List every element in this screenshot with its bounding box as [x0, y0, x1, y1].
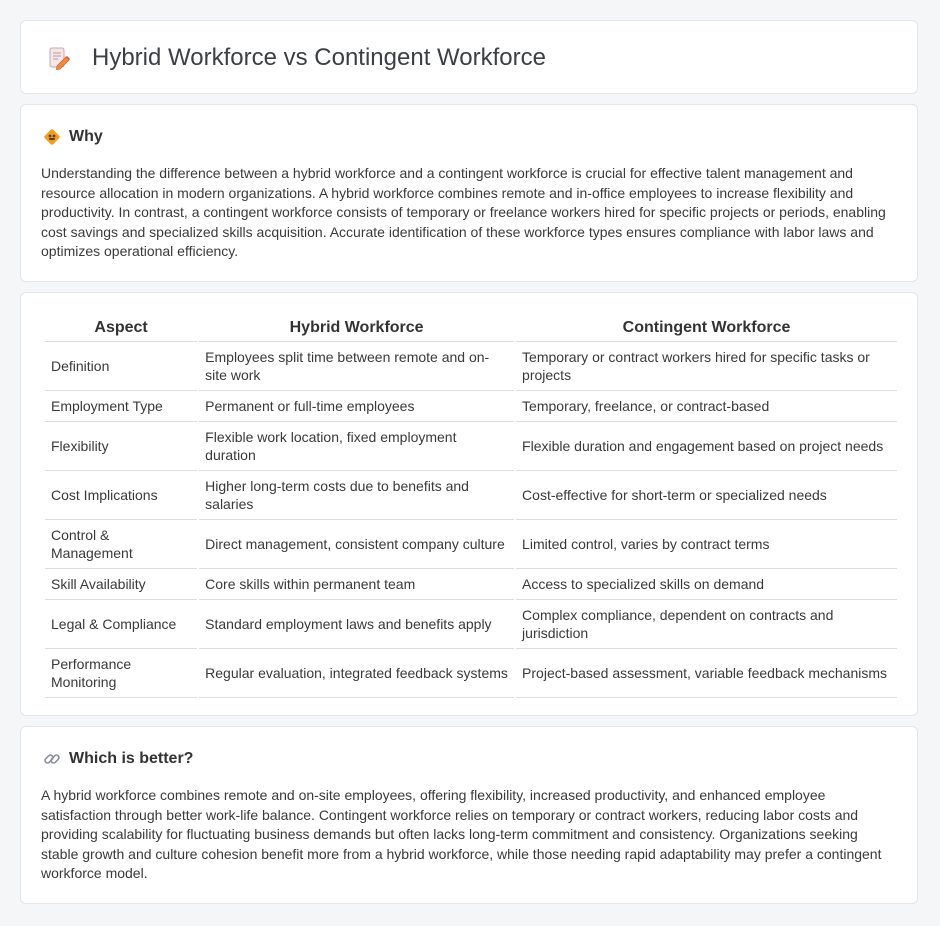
contingent-cell: Temporary or contract workers hired for specific tasks or projects	[516, 342, 897, 391]
aspect-cell: Cost Implications	[45, 471, 197, 520]
aspect-cell: Flexibility	[45, 422, 197, 471]
table-row	[45, 569, 897, 600]
better-text: A hybrid workforce combines remote and on-site employees, offering flexibility, increased productivity, and enhanced employee satisfaction through better work-life balance. Contingent workforce relies on temporary or contract workers, reducing labor costs and providing scalability for fluctuating business demands but often lacks long-term commitment and consistency. Organizations seeking stable growth and culture cohesion benefit more from a hybrid workforce, while those needing rapid adaptability may prefer a contingent workforce model.	[41, 787, 882, 882]
title-card	[20, 20, 918, 94]
hybrid-cell: Direct management, consistent company culture	[199, 520, 514, 569]
header-aspect: Aspect	[45, 315, 197, 342]
table-row	[45, 422, 897, 471]
contingent-cell: Access to specialized skills on demand	[516, 569, 897, 600]
header-hybrid: Hybrid Workforce	[199, 315, 514, 342]
hybrid-cell: Core skills within permanent team	[199, 569, 514, 600]
better-heading: Which is better?	[69, 750, 194, 767]
comparison-table-card	[20, 292, 918, 716]
table-row	[45, 600, 897, 649]
aspect-cell: Legal & Compliance	[45, 600, 197, 649]
aspect-cell: Control & Management	[45, 520, 197, 569]
better-heading-row	[43, 747, 193, 771]
aspect-cell: Definition	[45, 342, 197, 391]
page-title: Hybrid Workforce vs Contingent Workforce	[92, 44, 546, 71]
table-row	[45, 520, 897, 569]
hybrid-cell: Standard employment laws and benefits apply	[199, 600, 514, 649]
table-row	[45, 342, 897, 391]
why-heading-row	[43, 125, 103, 149]
aspect-cell: Performance Monitoring	[45, 649, 197, 698]
aspect-cell: Employment Type	[45, 391, 197, 422]
hybrid-cell: Regular evaluation, integrated feedback systems	[199, 649, 514, 698]
contingent-cell: Project-based assessment, variable feedback mechanisms	[516, 649, 897, 698]
table-row	[45, 471, 897, 520]
table-row	[45, 649, 897, 698]
hybrid-cell: Permanent or full-time employees	[199, 391, 514, 422]
comparison-table	[43, 315, 899, 698]
contingent-cell: Complex compliance, dependent on contracts and jurisdiction	[516, 600, 897, 649]
header-contingent: Contingent Workforce	[516, 315, 897, 342]
hybrid-cell: Higher long-term costs due to benefits and salaries	[199, 471, 514, 520]
why-section	[20, 104, 918, 282]
contingent-cell: Cost-effective for short-term or specialized needs	[516, 471, 897, 520]
which-is-better-section	[20, 726, 918, 904]
diamond-sign-icon	[43, 128, 61, 146]
table-row	[45, 391, 897, 422]
contingent-cell: Limited control, varies by contract terms	[516, 520, 897, 569]
contingent-cell: Temporary, freelance, or contract-based	[516, 391, 897, 422]
contingent-cell: Flexible duration and engagement based on project needs	[516, 422, 897, 471]
why-text: Understanding the difference between a hybrid workforce and a contingent workforce is crucial for effective talent management and resource allocation in modern organizations. A hybrid workforce combines remote and in-office employees to increase flexibility and productivity. In contrast, a contingent workforce consists of temporary or freelance workers hired for specific projects or periods, enabling cost savings and specialized skills acquisition. Accurate identification of these workforce types ensures compliance with labor laws and optimizes operational efficiency.	[41, 165, 886, 260]
hybrid-cell: Flexible work location, fixed employment duration	[199, 422, 514, 471]
document-pencil-icon	[47, 46, 71, 70]
why-heading: Why	[69, 128, 103, 145]
link-icon	[43, 750, 61, 768]
table-header-row	[45, 315, 897, 342]
aspect-cell: Skill Availability	[45, 569, 197, 600]
hybrid-cell: Employees split time between remote and on-site work	[199, 342, 514, 391]
